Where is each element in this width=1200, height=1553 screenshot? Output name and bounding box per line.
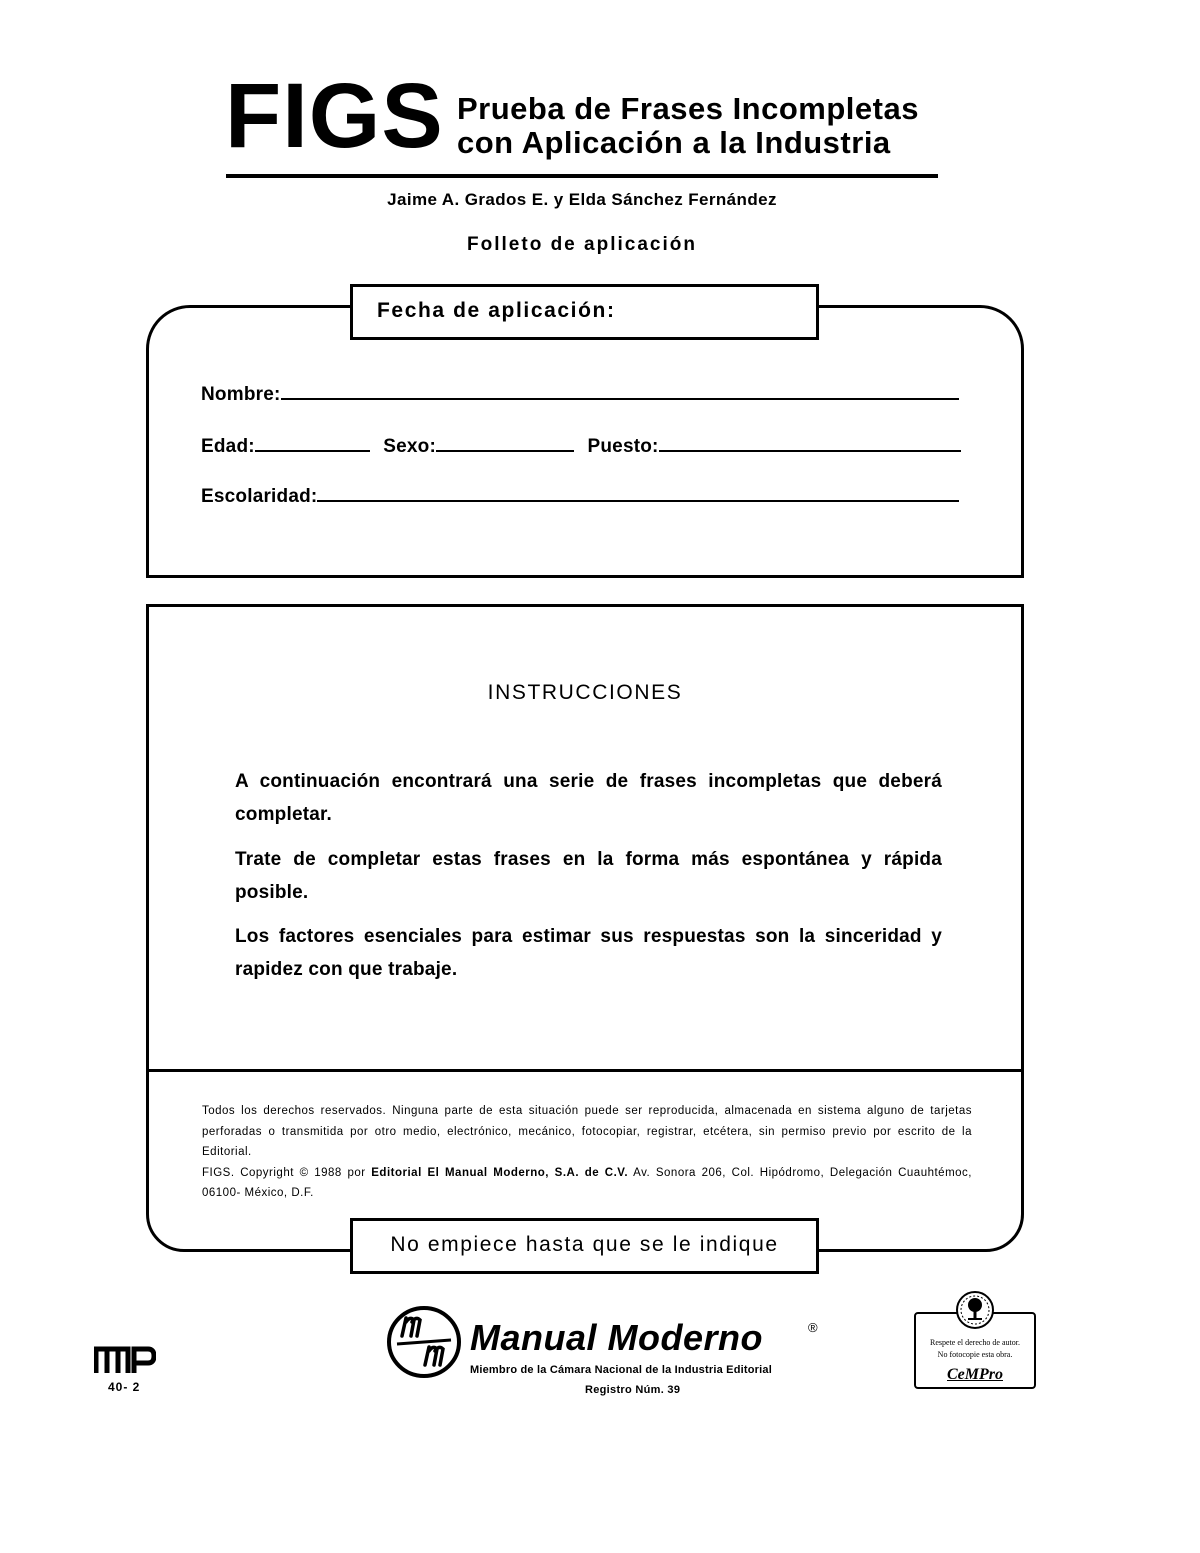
- start-notice-box: [350, 1218, 819, 1274]
- registered-mark: ®: [808, 1320, 818, 1335]
- age-sex-position-row: [201, 434, 961, 458]
- instructions-title: INSTRUCCIONES: [487, 681, 683, 704]
- name-row: [201, 382, 959, 406]
- publisher-address: Av. Sonora 206, Col. Hipódromo, Delegación Cuauhtémoc, 06100- México, D.F.: [202, 1166, 972, 1199]
- cempro-notice-line-2: No fotocopie esta obra.: [937, 1350, 1013, 1359]
- form-code: 40- 2: [108, 1380, 141, 1394]
- position-label: Puesto:: [587, 436, 659, 457]
- mp-logo-icon: [94, 1345, 156, 1380]
- authors: Jaime A. Grados E. y Elda Sánchez Fernández: [387, 190, 777, 209]
- publisher-name: Manual Moderno: [470, 1317, 763, 1358]
- legal-divider: [146, 1069, 1024, 1072]
- cempro-name: CeMPro: [947, 1366, 1003, 1383]
- booklet-label: Folleto de aplicación: [467, 234, 697, 255]
- legal-notice: [202, 1101, 972, 1204]
- application-date-field[interactable]: [350, 284, 819, 340]
- rights-text: Todos los derechos reservados. Ninguna parte de esta situación puede ser reproducida, almacenada en sistema alguno de tarjetas perforadas o transmitida por otro medio, electrónico, mecánico, fotocopiar, registrar, etcétera, sin permiso previo por escrito de la Editorial.: [202, 1105, 972, 1158]
- schooling-line[interactable]: [317, 484, 959, 502]
- test-acronym: FIGS: [225, 65, 444, 167]
- sex-line[interactable]: [436, 434, 574, 452]
- position-line[interactable]: [659, 434, 961, 452]
- test-title-line-1: Prueba de Frases Incompletas: [457, 91, 919, 126]
- instruction-paragraph: Trate de completar estas frases en la forma más espontánea y rápida posible.: [235, 849, 942, 903]
- start-notice: No empiece hasta que se le indique: [390, 1233, 779, 1256]
- copyright-text: [202, 1163, 972, 1204]
- name-label: Nombre:: [201, 384, 281, 405]
- application-date-label: Fecha de aplicación:: [377, 299, 616, 322]
- age-label: Edad:: [201, 436, 255, 457]
- instruction-paragraph: A continuación encontrará una serie de frases incompletas que deberá completar.: [235, 771, 942, 825]
- tree-seal-icon: [955, 1290, 995, 1335]
- age-line[interactable]: [255, 434, 370, 452]
- cempro-notice-line-1: Respete el derecho de autor.: [930, 1338, 1020, 1347]
- test-title-line-2: con Aplicación a la Industria: [457, 125, 891, 160]
- registry-number: Registro Núm. 39: [585, 1384, 681, 1396]
- chamber-membership: Miembro de la Cámara Nacional de la Industria Editorial: [470, 1364, 772, 1376]
- publisher-legal-name: Editorial El Manual Moderno, S.A. de C.V.: [371, 1166, 629, 1179]
- test-title: [457, 92, 919, 160]
- instruction-paragraph: Los factores esenciales para estimar sus respuestas son la sinceridad y rapidez con que trabaje.: [235, 926, 942, 980]
- header-rule: [226, 174, 938, 178]
- manual-moderno-emblem-icon: [385, 1303, 463, 1386]
- schooling-row: [201, 484, 959, 508]
- copyright-prefix: FIGS. Copyright © 1988 por: [202, 1166, 366, 1179]
- sex-label: Sexo:: [383, 436, 437, 457]
- schooling-label: Escolaridad:: [201, 486, 318, 507]
- name-line[interactable]: [281, 382, 959, 400]
